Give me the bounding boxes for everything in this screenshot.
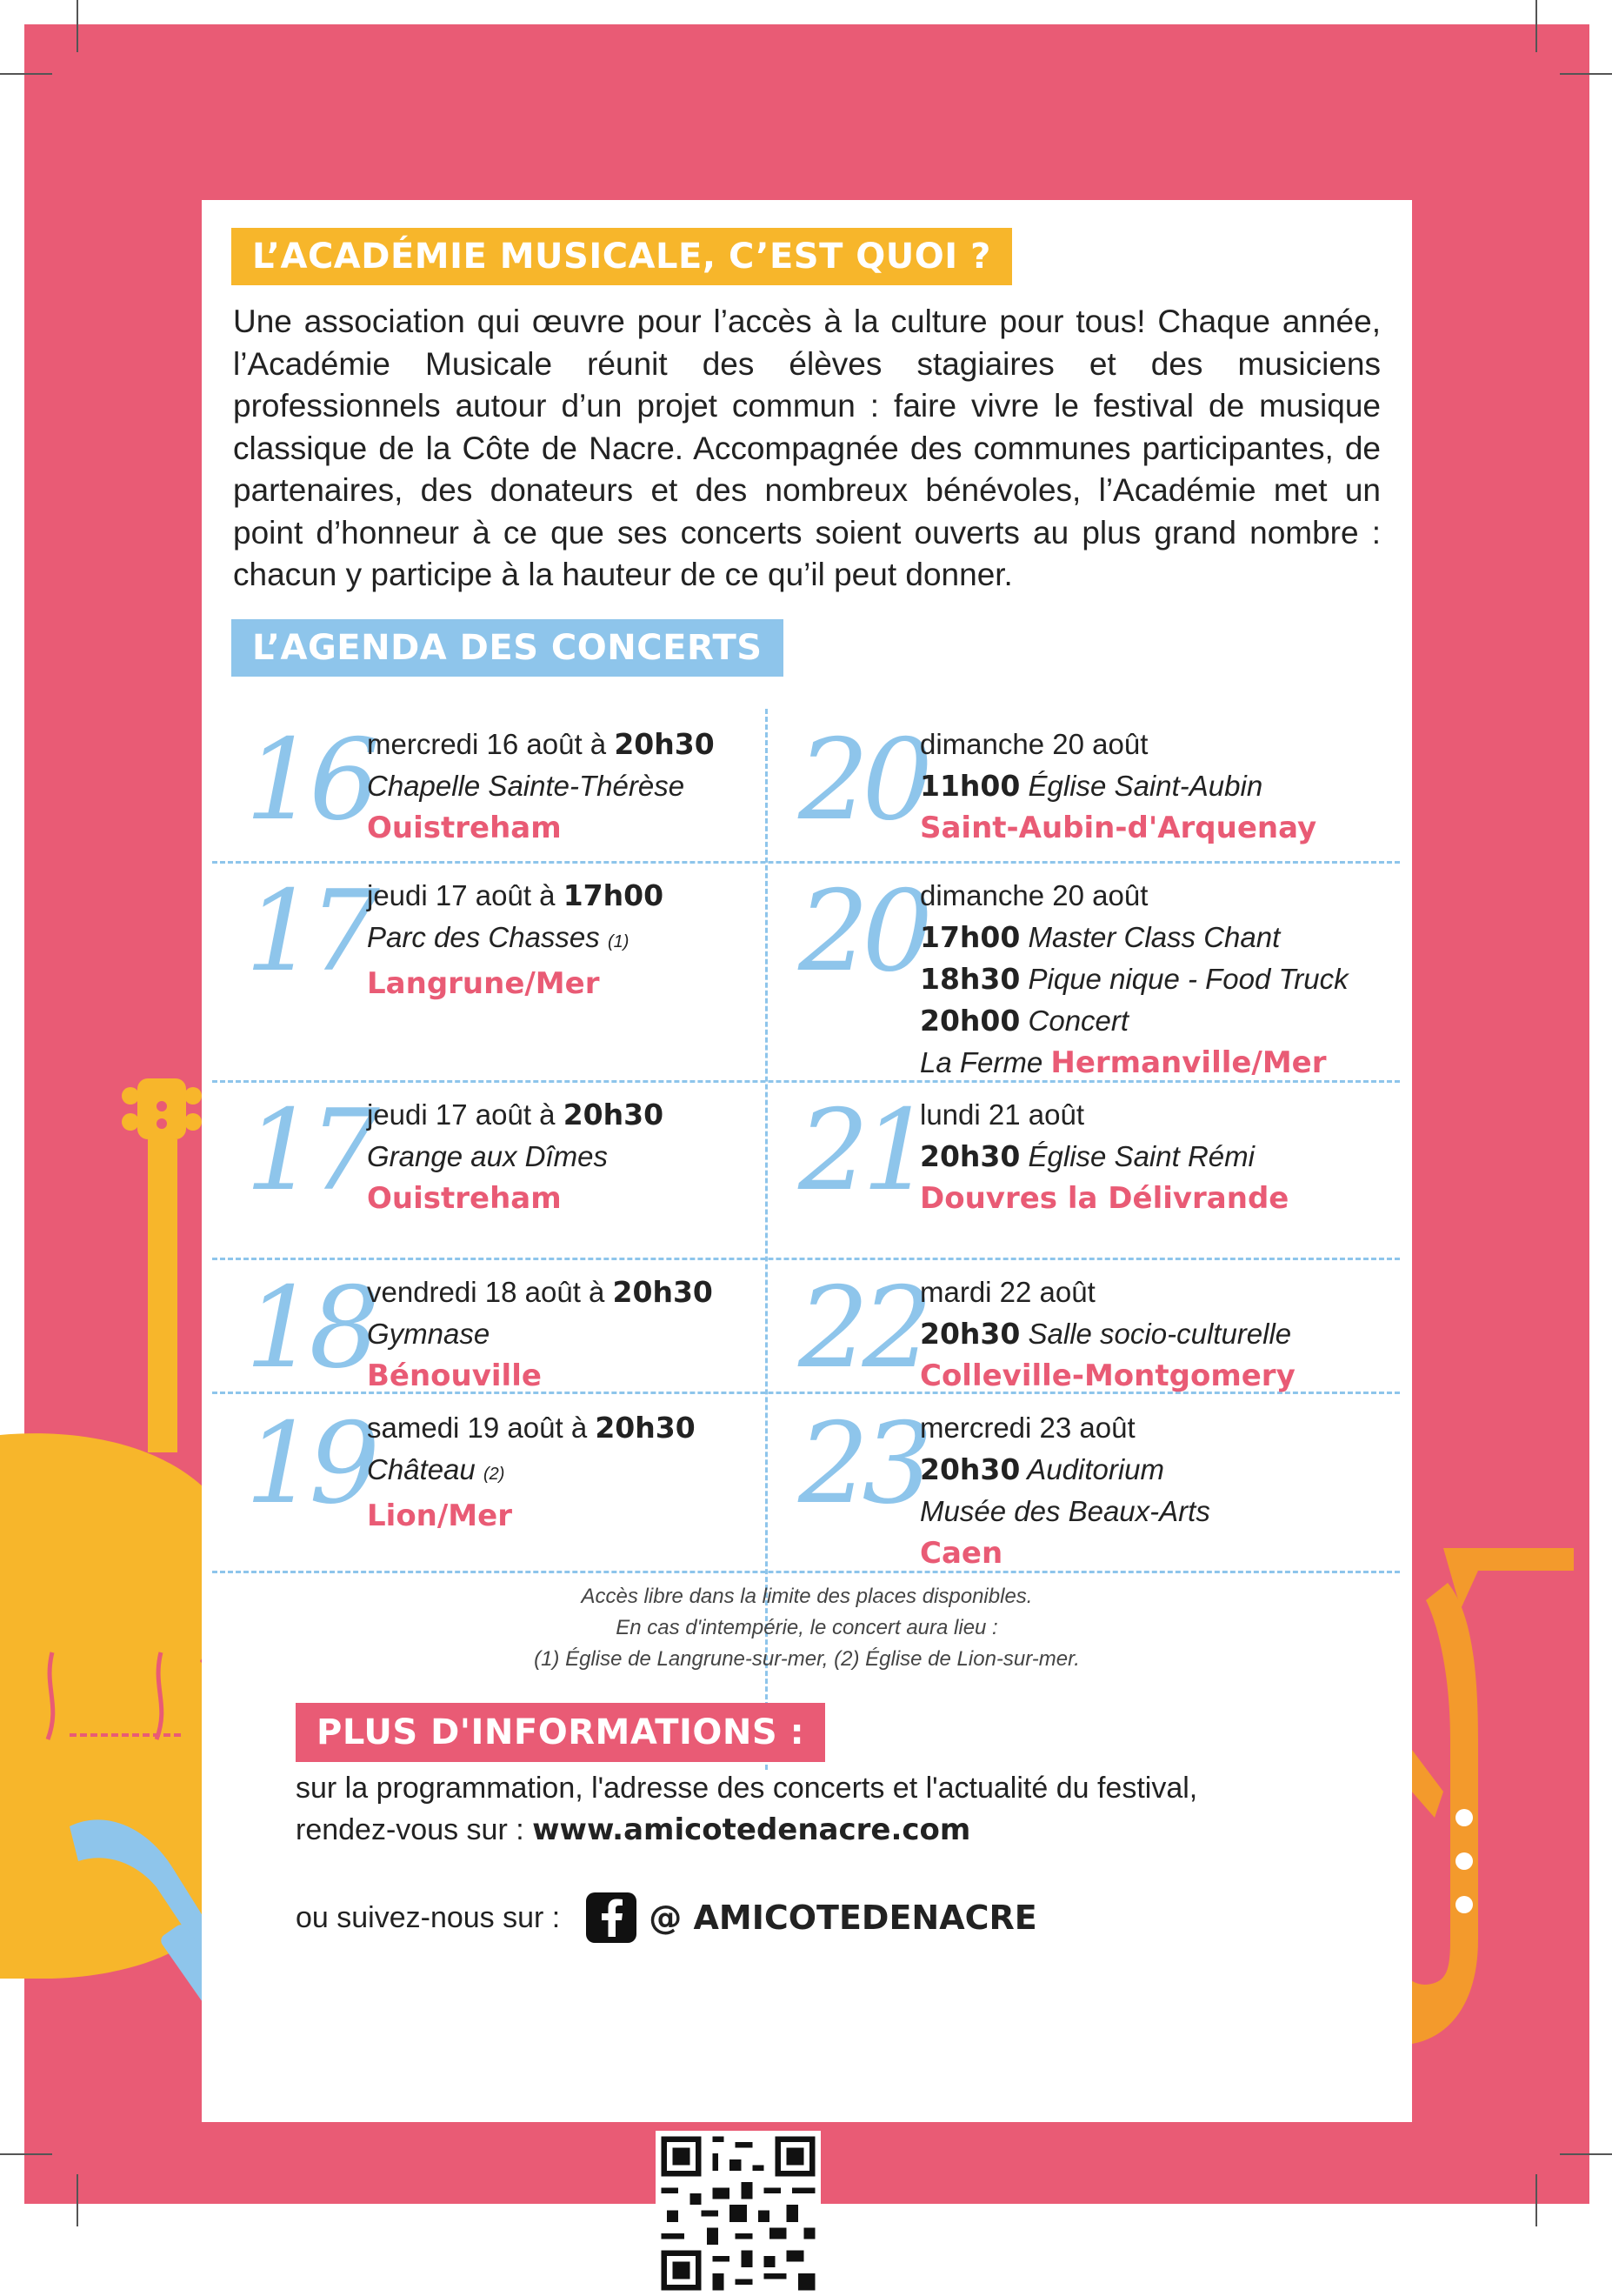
concert-details: [920, 1407, 1210, 1574]
concert-city: Ouistreham: [367, 811, 562, 845]
social-row: [296, 1887, 1037, 1948]
concert-city: Bénouville: [367, 1358, 542, 1393]
concert-time: 20h00: [920, 1004, 1021, 1038]
concert-details: [920, 724, 1316, 849]
concert-entry: [798, 1399, 1351, 1571]
day-number: 18: [245, 1264, 373, 1393]
concert-time: 11h00: [920, 769, 1021, 803]
concert-date: dimanche 20 août: [920, 879, 1149, 911]
concert-entry: [798, 867, 1351, 1080]
crop-mark: [1560, 2153, 1612, 2155]
concert-city: Colleville-Montgomery: [920, 1358, 1296, 1393]
crop-mark: [77, 2174, 78, 2226]
concert-entry: [798, 1264, 1351, 1407]
concert-venue: Pique nique - Food Truck: [1020, 963, 1349, 995]
concert-date: mercredi 23 août: [920, 1412, 1136, 1444]
concert-place: La Ferme: [920, 1046, 1051, 1078]
day-number: 20: [798, 867, 926, 997]
footnote-marker: (2): [483, 1465, 505, 1484]
concert-venue: Auditorium: [1020, 1453, 1165, 1485]
concert-date: mardi 22 août: [920, 1276, 1096, 1308]
content-panel: [202, 200, 1412, 2122]
concert-city: Langrune/Mer: [367, 966, 600, 1001]
footnote-venues: (1) Église de Langrune-sur-mer, (2) Église de Lion-sur-mer.: [534, 1647, 1080, 1671]
concert-details: [367, 1271, 713, 1397]
qr-code[interactable]: [656, 2131, 821, 2296]
concert-details: [367, 875, 663, 1004]
concert-time: 17h00: [920, 920, 1021, 954]
concert-time: 20h30: [563, 1098, 664, 1131]
concert-city: Douvres la Délivrande: [920, 1181, 1289, 1216]
website-link[interactable]: www.amicotedenacre.com: [532, 1812, 971, 1847]
concert-details: [920, 1094, 1289, 1219]
concert-venue: Chapelle Sainte-Thérèse: [367, 770, 685, 802]
day-number: 22: [798, 1264, 926, 1393]
crop-mark: [0, 2153, 52, 2155]
concert-venue: Concert: [1020, 1004, 1129, 1037]
follow-label: ou suivez-nous sur :: [296, 1900, 561, 1934]
concert-time: 18h30: [920, 962, 1021, 996]
concert-date: vendredi 18 août à: [367, 1276, 613, 1308]
concert-entry: [245, 1086, 798, 1230]
crop-mark: [77, 0, 78, 52]
concert-city: Hermanville/Mer: [1050, 1045, 1327, 1080]
info-heading: PLUS D'INFORMATIONS :: [296, 1703, 825, 1762]
concert-details: [920, 875, 1349, 1084]
concert-details: [920, 1271, 1296, 1397]
footnote-marker: (1): [607, 932, 629, 951]
concert-details: [367, 1407, 696, 1537]
concert-venue: Master Class Chant: [1020, 921, 1281, 953]
concert-entry: [245, 867, 798, 1011]
concert-date: jeudi 17 août à: [367, 879, 563, 911]
weather-note: En cas d'intempérie, le concert aura lieu :: [616, 1616, 998, 1639]
agenda-divider: [212, 861, 1400, 864]
concert-time: 17h00: [563, 878, 664, 912]
concert-time: 20h30: [920, 1452, 1021, 1486]
concert-venue: Parc des Chasses: [367, 921, 608, 953]
agenda-heading: L’AGENDA DES CONCERTS: [231, 619, 783, 677]
day-number: 17: [245, 867, 373, 997]
concert-venue: Grange aux Dîmes: [367, 1140, 608, 1172]
concert-date: mercredi 16 août à: [367, 728, 615, 760]
concert-time: 20h30: [920, 1317, 1021, 1351]
intro-heading: L’ACADÉMIE MUSICALE, C’EST QUOI ?: [231, 228, 1012, 285]
concert-entry: [245, 1264, 798, 1407]
concert-date: lundi 21 août: [920, 1098, 1084, 1131]
concert-entry: [245, 1399, 798, 1543]
concert-venue: Église Saint-Aubin: [1020, 770, 1263, 802]
concert-venue-detail: Musée des Beaux-Arts: [920, 1495, 1210, 1527]
concert-details: [367, 1094, 663, 1219]
day-number: 16: [245, 716, 373, 845]
concert-city: Caen: [920, 1536, 1003, 1571]
day-number: 21: [798, 1086, 926, 1216]
day-number: 20: [798, 716, 926, 845]
crop-mark: [0, 73, 52, 75]
concert-venue: Salle socio-culturelle: [1020, 1318, 1292, 1350]
concert-venue: Château: [367, 1453, 483, 1485]
info-text: [296, 1767, 1197, 1851]
concert-entry: [798, 716, 1351, 859]
agenda-divider: [212, 1258, 1400, 1260]
concert-entry: [245, 716, 798, 859]
concert-venue: Église Saint Rémi: [1020, 1140, 1255, 1172]
crop-mark: [1560, 73, 1612, 75]
crop-mark: [1535, 0, 1537, 52]
concert-city: Ouistreham: [367, 1181, 562, 1216]
concert-city: Lion/Mer: [367, 1498, 512, 1533]
concert-date: jeudi 17 août à: [367, 1098, 563, 1131]
concert-details: [367, 724, 715, 849]
info-line-prefix: rendez-vous sur :: [296, 1813, 533, 1846]
agenda-divider: [212, 1571, 1400, 1573]
concert-time: 20h30: [614, 727, 715, 761]
access-note: Accès libre dans la limite des places disponibles.: [581, 1585, 1033, 1608]
concert-time: 20h30: [612, 1275, 713, 1309]
concert-time: 20h30: [920, 1139, 1021, 1173]
social-handle[interactable]: @ AMICOTEDENACRE: [649, 1899, 1037, 1937]
day-number: 23: [798, 1399, 926, 1529]
facebook-icon[interactable]: [586, 1892, 636, 1943]
day-number: 17: [245, 1086, 373, 1216]
info-line: sur la programmation, l'adresse des concerts et l'actualité du festival,: [296, 1772, 1198, 1805]
intro-text: Une association qui œuvre pour l’accès à la culture pour tous! Chaque année, l’Académie Musicale réunit des élèves stagiaires et des musiciens professionnels autour d’un projet commun : faire vivre le festival de musique classique de la Côte de Nacre. Accompagnée des communes participantes, de partenaires, des donateurs et des nombreux bénévoles, l’Académie met un point d’honneur à ce que ses concerts soient ouverts au plus grand nombre : chacun y participe à la hauteur de ce qu’il peut donner.: [233, 304, 1381, 592]
concert-time: 20h30: [595, 1411, 696, 1445]
concert-venue: Gymnase: [367, 1318, 490, 1350]
concert-city: Saint-Aubin-d'Arquenay: [920, 811, 1317, 845]
concert-date: samedi 19 août à: [367, 1412, 596, 1444]
concert-date: dimanche 20 août: [920, 728, 1149, 760]
crop-mark: [1535, 2174, 1537, 2226]
day-number: 19: [245, 1399, 373, 1529]
concert-entry: [798, 1086, 1351, 1230]
